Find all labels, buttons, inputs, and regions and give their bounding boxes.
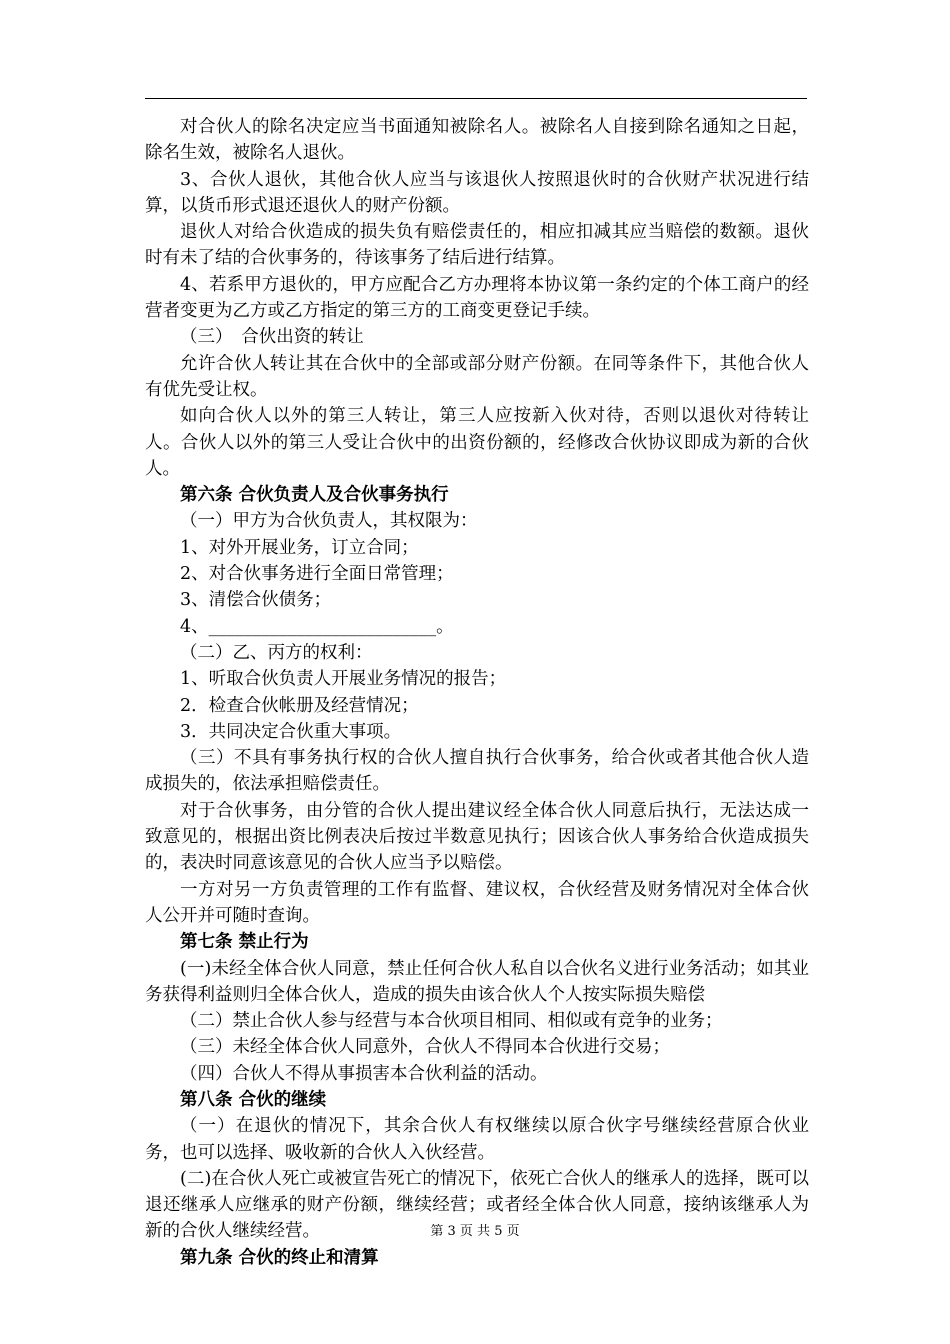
paragraph: 3．共同决定合伙重大事项。 xyxy=(180,721,402,742)
paragraph: （一）甲方为合伙负责人，其权限为： xyxy=(180,511,478,532)
paragraph: 2、对合伙事务进行全面日常管理； xyxy=(180,564,454,585)
paragraph: 一方对另一方负责管理的工作有监督、建议权，合伙经营及财务情况对全体合伙人公开并可随时查询。 xyxy=(145,879,809,926)
paragraph: 3、清偿合伙债务； xyxy=(180,590,332,611)
paragraph: 1、听取合伙负责人开展业务情况的报告； xyxy=(180,669,507,690)
page-footer: 第 3 页 共 5 页 xyxy=(430,1224,520,1239)
paragraph: 对合伙人的除名决定应当书面通知被除名人。被除名人自接到除名通知之日起，除名生效，被除名人退伙。 xyxy=(145,117,809,164)
paragraph: 如向合伙人以外的第三人转让，第三人应按新入伙对待，否则以退伙对待转让人。合伙人以外的第三人受让合伙中的出资份额的，经修改合伙协议即成为新的合伙人。 xyxy=(145,406,809,479)
header-rule xyxy=(145,98,807,99)
document-body xyxy=(145,114,809,1271)
paragraph: 4、__________________________。 xyxy=(180,616,454,637)
paragraph: (二)在合伙人死亡或被宣告死亡的情况下，依死亡合伙人的继承人的选择，既可以退还继承人应继承的财产份额，继续经营；或者经全体合伙人同意，接纳该继承人为新的合伙人继续经营。 xyxy=(145,1168,809,1242)
paragraph: （二）乙、丙方的权利： xyxy=(180,642,373,663)
paragraph: 1、对外开展业务，订立合同； xyxy=(180,537,419,558)
paragraph: 2．检查合伙帐册及经营情况； xyxy=(180,695,419,716)
paragraph: 对于合伙事务，由分管的合伙人提出建议经全体合伙人同意后执行，无法达成一致意见的，根据出资比例表决后按过半数意见执行；因该合伙人事务给合伙造成损失的，表决时同意该意见的合伙人应当予以赔偿。 xyxy=(145,800,809,874)
paragraph: （一）在退伙的情况下，其余合伙人有权继续以原合伙字号继续经营原合伙业务，也可以选择、吸收新的合伙人入伙经营。 xyxy=(145,1116,809,1163)
paragraph: （三）不具有事务执行权的合伙人擅自执行合伙事务，给合伙或者其他合伙人造成损失的，依法承担赔偿责任。 xyxy=(145,748,809,795)
section-heading: 第九条 合伙的终止和清算 xyxy=(180,1247,379,1268)
section-heading: 第六条 合伙负责人及合伙事务执行 xyxy=(180,485,449,506)
paragraph: 3、合伙人退伙，其他合伙人应当与该退伙人按照退伙时的合伙财产状况进行结算，以货币形式退还退伙人的财产份额。 xyxy=(145,169,809,216)
paragraph: （二）禁止合伙人参与经营与本合伙项目相同、相似或有竞争的业务； xyxy=(180,1011,723,1032)
paragraph: （三） 合伙出资的转让 xyxy=(180,327,364,348)
paragraph: 允许合伙人转让其在合伙中的全部或部分财产份额。在同等条件下，其他合伙人有优先受让权。 xyxy=(145,353,809,400)
section-heading: 第七条 禁止行为 xyxy=(180,932,309,953)
paragraph: (一)未经全体合伙人同意，禁止任何合伙人私自以合伙名义进行业务活动；如其业务获得利益则归全体合伙人，造成的损失由该合伙人个人按实际损失赔偿 xyxy=(145,958,809,1005)
paragraph: （三）未经全体合伙人同意外，合伙人不得同本合伙进行交易； xyxy=(180,1037,670,1058)
paragraph: 4、若系甲方退伙的，甲方应配合乙方办理将本协议第一条约定的个体工商户的经营者变更为乙方或乙方指定的第三方的工商变更登记手续。 xyxy=(145,274,809,322)
paragraph: （四）合伙人不得从事损害本合伙利益的活动。 xyxy=(180,1063,548,1084)
section-heading: 第八条 合伙的继续 xyxy=(180,1089,327,1110)
paragraph: 退伙人对给合伙造成的损失负有赔偿责任的，相应扣减其应当赔偿的数额。退伙时有未了结的合伙事务的，待该事务了结后进行结算。 xyxy=(145,222,809,269)
